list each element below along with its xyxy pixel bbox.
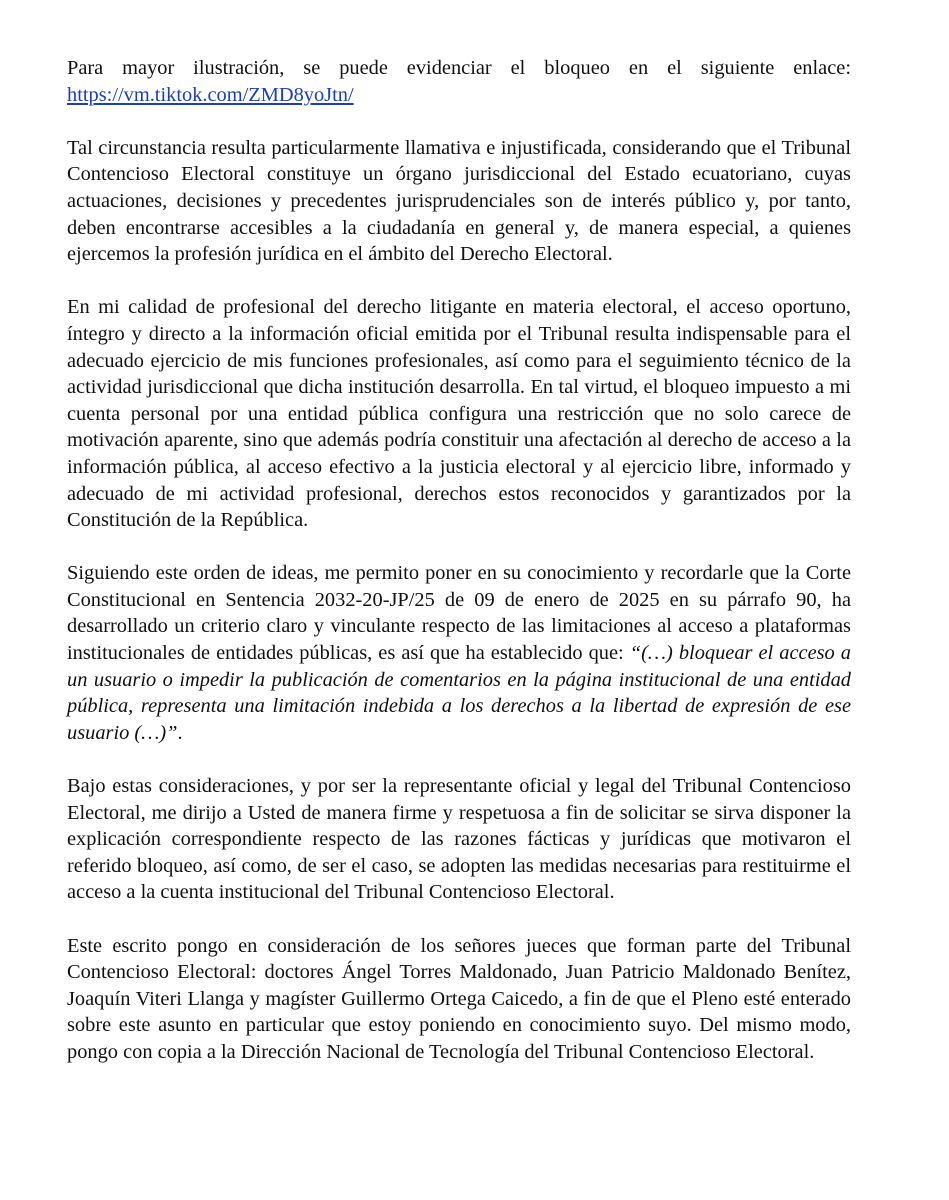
court-quote-end: . [177, 721, 183, 744]
paragraph-request: Bajo estas consideraciones, y por ser la representante oficial y legal del Tribunal Contencioso Electoral, me dirijo a Usted de manera firme y respetuosa a fin de solicitar se sirva disponer la explicación correspondiente respecto de las razones fácticas y jurídicas que motivaron el referido bloqueo, así como, de ser el caso, se adopten las medidas necesarias para restituirme el acceso a la cuenta institucional del Tribunal Contencioso Electoral. [67, 775, 851, 904]
paragraph-circumstance: Tal circunstancia resulta particularmente llamativa e injustificada, considerando que el Tribunal Contencioso Electoral constituye un órgano jurisdiccional del Estado ecuatoriano, cuyas actuaciones, decisiones y precedentes jurisprudenciales son de interés público y, por tanto, deben encontrarse accesibles a la ciudadanía en general y, de manera especial, a quienes ejercemos la profesión jurídica en el ámbito del Derecho Electoral. [67, 136, 851, 266]
tiktok-link[interactable]: https://vm.tiktok.com/ZMD8yoJtn/ [67, 83, 354, 106]
paragraph-court-ruling [67, 560, 851, 746]
paragraph-link-text: Para mayor ilustración, se puede evidenciar el bloqueo en el siguiente enlace: [67, 57, 851, 79]
paragraph-link [67, 55, 851, 108]
paragraph-professional-role: En mi calidad de profesional del derecho litigante en materia electoral, el acceso oportuno, íntegro y directo a la información oficial emitida por el Tribunal resulta indispensable para el adecuado ejercicio de mis funciones profesionales, así como para el seguimiento técnico de la actividad jurisdiccional que dicha institución desarrolla. En tal virtud, el bloqueo impuesto a mi cuenta personal por una entidad pública configura una restricción que no solo carece de motivación aparente, sino que además podría constituir una afectación al derecho de acceso a la información pública, al acceso efectivo a la justicia electoral y al ejercicio libre, informado y adecuado de mi actividad profesional, derechos estos reconocidos y garantizados por la Constitución de la República. [67, 296, 851, 532]
court-quote: “(…) bloquear el acceso a un usuario o impedir la publicación de comentarios en la página institucional de una entidad pública, representa una limitación indebida a los derechos a la libertad de expresión de ese usuario (…)” [67, 642, 851, 744]
paragraph-court-ruling-text: Siguiendo este orden de ideas, me permito poner en su conocimiento y recordarle que la Corte Constitucional en Sentencia 2032-20-JP/25 de 09 de enero de 2025 en su párrafo 90, ha desarrollado un criterio claro y vinculante respecto de las limitaciones al acceso a plataformas institucionales de entidades públicas, es así que ha establecido que: [67, 562, 851, 665]
document-body [67, 55, 851, 1092]
paragraph-judges: Este escrito pongo en consideración de los señores jueces que forman parte del Tribunal Contencioso Electoral: doctores Ángel Torres Maldonado, Juan Patricio Maldonado Benítez, Joaquín Viteri Llanga y magíster Guillermo Ortega Caicedo, a fin de que el Pleno esté enterado sobre este asunto en particular que estoy poniendo en conocimiento suyo. Del mismo modo, pongo con copia a la Dirección Nacional de Tecnología del Tribunal Contencioso Electoral. [67, 934, 851, 1063]
